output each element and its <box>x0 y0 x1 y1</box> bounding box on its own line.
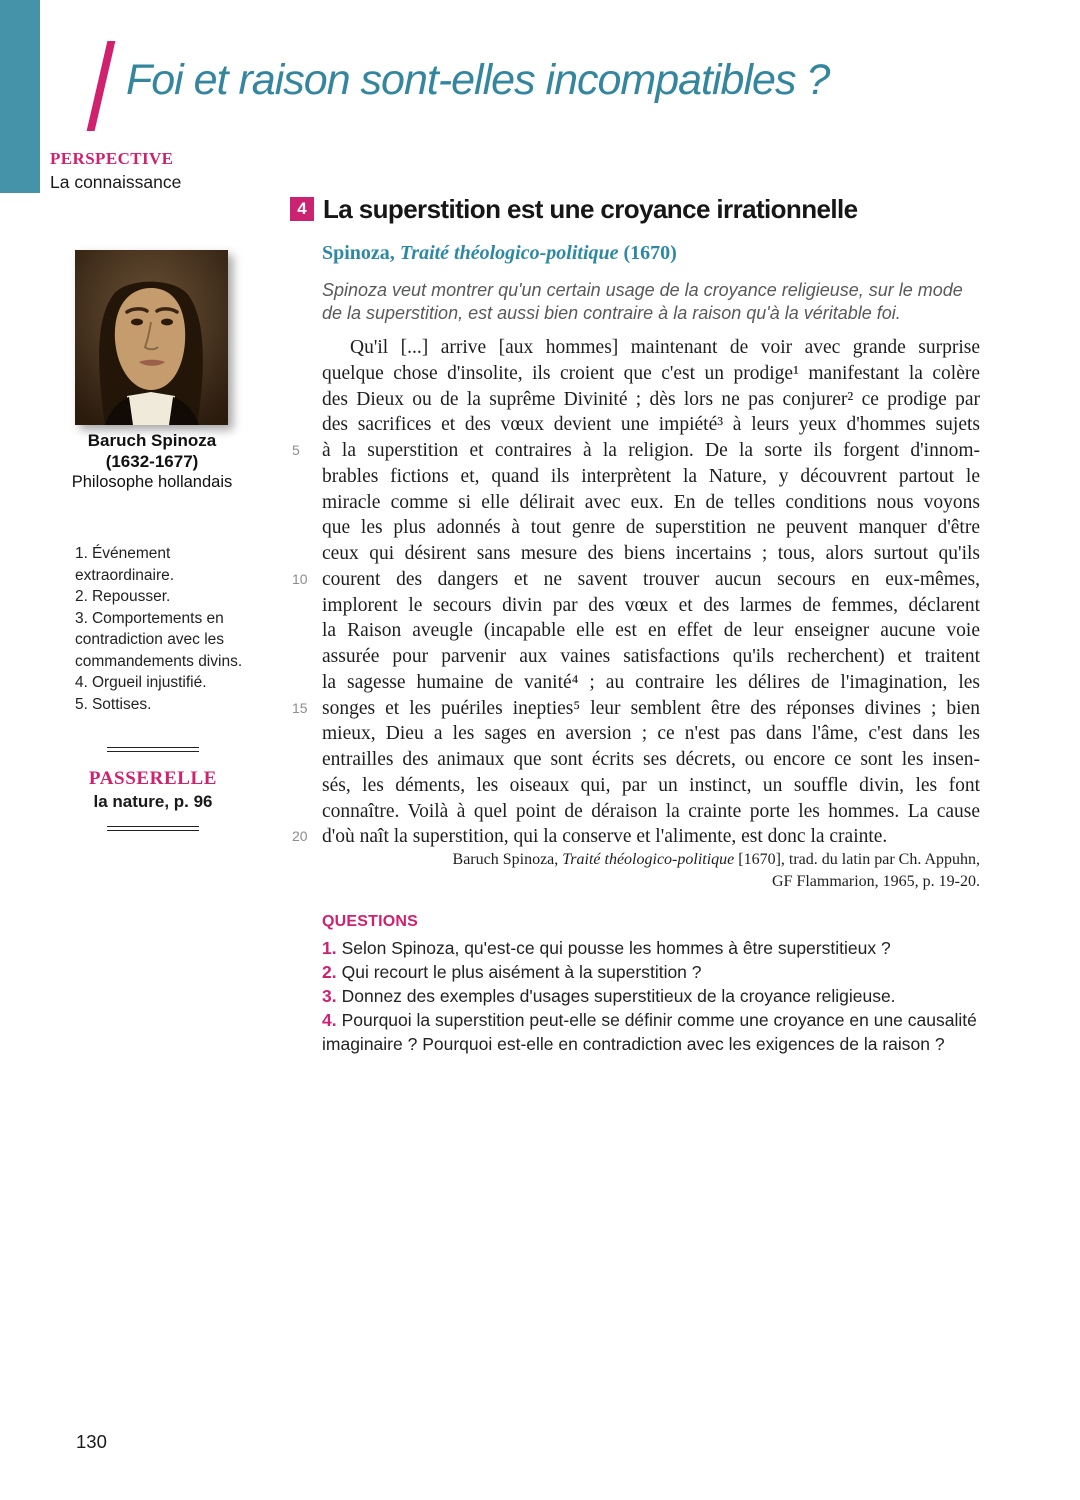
citation-line-2: GF Flammarion, 1965, p. 19-20. <box>772 873 980 890</box>
perspective-theme: La connaissance <box>50 172 182 192</box>
page-number: 130 <box>76 1431 107 1452</box>
passerelle-bottom-rule <box>107 826 199 831</box>
passerelle-label: PASSERELLE <box>88 768 218 789</box>
passage-line <box>322 670 980 696</box>
chapter-title: Foi et raison sont-elles incompatibles ? <box>126 56 830 104</box>
spinoza-portrait-drawing <box>75 250 228 425</box>
document-title: La superstition est une croyance irrationnelle <box>323 194 858 224</box>
passage-line-text: implorent le secours divin par des vœux et des larmes de femmes, déclarent <box>322 594 980 616</box>
questions-heading: QUESTIONS <box>322 913 419 930</box>
passage-line <box>292 567 980 593</box>
perspective-label: PERSPECTIVE <box>50 149 174 168</box>
footnote-text: Comportements en contradiction avec les commandements divins. <box>75 609 243 670</box>
footnote-item <box>75 543 247 586</box>
question-text: Selon Spinoza, qu'est-ce qui pousse les hommes à être superstitieux ? <box>341 938 891 958</box>
question-text: Pourquoi la superstition peut-elle se définir comme une croyance en une causalité imaginaire ? Pourquoi est-elle en contradiction avec les exigences de la raison ? <box>322 1010 977 1054</box>
spinoza-portrait-image <box>75 250 228 425</box>
chapter-color-bar <box>0 0 40 193</box>
passage-line-text: ceux qui désirent sans mesure des biens incertains ; tous, alors surtout qu'ils <box>322 543 980 564</box>
passage-line-text: des sacrifices et des vœux devient une impiété³ à leurs yeux d'hommes sujets <box>322 414 980 436</box>
document-intro: Spinoza veut montrer qu'un certain usage de la croyance religieuse, sur le mode de la superstition, est aussi bien contraire à la raison qu'à la véritable foi. <box>322 280 963 323</box>
passage-line-text: mieux, Dieu a les sages en aversion ; ce n'est pas dans l'âme, c'est dans les <box>322 723 980 745</box>
passage-line-text: entrailles des animaux que sont écrits ses décrets, ou encore ce sont les insen- <box>322 749 980 770</box>
question-item <box>322 960 982 984</box>
questions-section <box>322 913 982 1056</box>
passage-line <box>322 335 980 361</box>
passage-line <box>322 515 980 541</box>
line-number: 15 <box>292 699 308 716</box>
footnote-number: 3. <box>75 609 88 627</box>
footnote-text: Sottises. <box>91 695 152 713</box>
passage-line-text: brables fictions et, quand ils interprètent la Nature, y découvrent partout le <box>322 465 980 487</box>
source-citation <box>322 849 980 893</box>
footnote-number: 2. <box>75 588 88 605</box>
line-number: 20 <box>292 828 308 845</box>
passage-line-text: des Dieux ou de la suprême Divinité ; dès lors ne pas conjurer² ce prodige par <box>322 388 980 410</box>
passage-line <box>292 824 980 850</box>
passage-line <box>322 644 980 670</box>
passage-line <box>322 593 980 619</box>
passerelle-reference[interactable]: la nature, p. 96 <box>93 792 213 811</box>
passage-line-text: miracle comme si elle délirait avec eux. En de telles conditions nous voyons <box>322 491 980 513</box>
passage-line <box>292 696 980 722</box>
question-number: 2. <box>322 962 337 982</box>
footnote-text: Événement extraordinaire. <box>75 545 175 584</box>
citation-details: [1670], trad. du latin par Ch. Appuhn, <box>734 851 980 868</box>
passage-line-text: courent des dangers et ne savent trouver aucun secours en eux-mêmes, <box>322 568 980 590</box>
footnote-number: 1. <box>75 545 88 562</box>
passage-line-text: assurée pour parvenir aux vaines satisfactions qu'ils recherchent) et traitent <box>322 646 980 667</box>
question-number: 3. <box>322 986 337 1006</box>
author-role: Philosophe hollandais <box>71 473 233 491</box>
document-number-badge: 4 <box>290 197 314 221</box>
vocabulary-footnotes <box>75 543 247 715</box>
question-text: Qui recourt le plus aisément à la superstition ? <box>341 962 702 982</box>
passage-line <box>322 464 980 490</box>
source-heading <box>322 242 677 265</box>
footnote-item <box>75 586 247 608</box>
passage-line <box>322 361 980 387</box>
question-item <box>322 936 982 960</box>
footnote-number: 4. <box>75 674 88 691</box>
portrait-caption <box>48 430 256 493</box>
passage-line-text: connaître. Voilà à quel point de déraison la crainte porte les hommes. La cause <box>322 800 980 822</box>
document-header <box>290 194 857 225</box>
passage-line-text: Qu'il [...] arrive [aux hommes] maintenant de voir avec grande surprise <box>350 337 980 358</box>
text-passage <box>292 335 980 850</box>
footnote-item <box>75 672 247 694</box>
citation-work-title: Traité théologico-politique <box>562 851 735 868</box>
citation-line-1 <box>322 849 980 871</box>
question-item <box>322 1008 982 1056</box>
author-name: Baruch Spinoza <box>87 431 217 450</box>
passage-line-text: à la superstition et contraires à la religion. De la sorte ils forgent d'innom- <box>322 440 980 461</box>
passage-line <box>322 799 980 825</box>
line-number: 10 <box>292 570 308 587</box>
footnote-number: 5. <box>75 695 88 713</box>
passage-line <box>322 387 980 413</box>
passage-line-text: d'où naît la superstition, qui la conserve et l'alimente, est donc la crainte. <box>322 826 888 848</box>
footnote-text: Orgueil injustifié. <box>91 674 207 691</box>
line-number: 5 <box>292 442 300 458</box>
passage-line-text: la Raison aveugle (incapable elle est en effet de leur enseigner aucune voie <box>322 620 980 642</box>
passage-line <box>322 541 980 567</box>
citation-author: Baruch Spinoza, <box>452 851 563 868</box>
question-number: 1. <box>322 938 337 958</box>
passage-line <box>322 490 980 516</box>
passerelle-box <box>75 747 231 831</box>
footnote-item <box>75 694 247 716</box>
source-author: Spinoza, <box>322 242 400 264</box>
title-slash-mark <box>87 41 116 131</box>
passage-line-text: quelque chose d'insolite, ils croient que c'est un prodige¹ manifestant la colère <box>322 362 980 384</box>
passage-line <box>322 747 980 773</box>
question-text: Donnez des exemples d'usages superstitieux de la croyance religieuse. <box>341 986 896 1006</box>
passage-line <box>322 773 980 799</box>
passage-line <box>322 412 980 438</box>
source-work-title: Traité théologico-politique <box>399 242 619 264</box>
author-dates: (1632-1677) <box>105 452 199 471</box>
footnote-item <box>75 608 247 673</box>
source-year: (1670) <box>618 242 677 264</box>
footnote-text: Repousser. <box>91 588 171 605</box>
question-number: 4. <box>322 1010 337 1030</box>
passage-line <box>322 721 980 747</box>
passage-line-text: la sagesse humaine de vanité⁴ ; au contraire les délires de l'imagination, les <box>322 671 980 693</box>
passage-line <box>292 438 980 464</box>
question-item <box>322 984 982 1008</box>
passage-line-text: que les plus adonnés à tout genre de superstition ne peuvent manquer d'être <box>322 517 980 539</box>
passage-line-text: sés, les déments, les oiseaux qui, par un instinct, un souffle divin, les font <box>322 774 980 796</box>
passage-line <box>322 618 980 644</box>
passage-line-text: songes et les puériles inepties⁵ leur semblent être des réponses divines ; bien <box>322 697 980 719</box>
passerelle-top-rule <box>107 747 199 752</box>
